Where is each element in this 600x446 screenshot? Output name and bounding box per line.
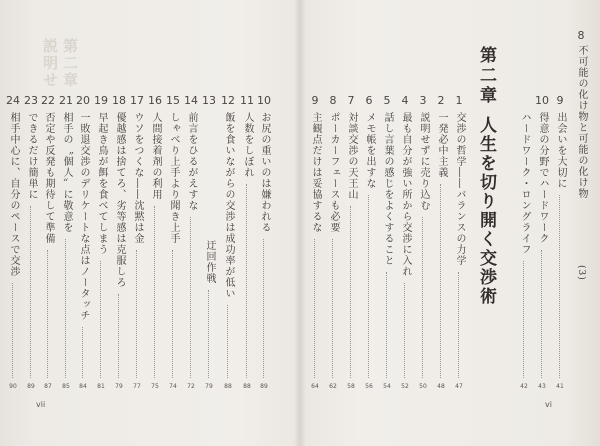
toc-entry-number: 15 bbox=[166, 94, 180, 107]
leader-dots bbox=[314, 239, 315, 378]
toc-entry-page: 90 bbox=[9, 383, 17, 390]
toc-entry bbox=[343, 0, 359, 446]
toc-entry-number: 12 bbox=[221, 94, 235, 107]
toc-entry-title: ウソをつくな――沈黙は金 bbox=[132, 112, 143, 244]
toc-entry-number: 24 bbox=[6, 94, 20, 107]
toc-entry-page: 56 bbox=[365, 383, 373, 390]
leader-dots bbox=[458, 272, 459, 378]
leader-dots bbox=[190, 217, 191, 378]
leader-dots bbox=[47, 250, 48, 378]
toc-entry bbox=[58, 0, 74, 446]
toc-entry-page: 62 bbox=[329, 383, 337, 390]
toc-entry-page: 79 bbox=[205, 383, 213, 390]
right-folio: vi bbox=[545, 400, 552, 409]
toc-entry-title: できるだけ簡単に bbox=[26, 112, 37, 200]
toc-entry bbox=[220, 0, 236, 446]
toc-entry-page: 72 bbox=[187, 383, 195, 390]
leader-dots bbox=[100, 261, 101, 378]
toc-entry bbox=[201, 0, 217, 446]
toc-entry-page: 87 bbox=[44, 383, 52, 390]
toc-entry-number: 8 bbox=[329, 94, 337, 107]
toc-entry-number: 1 bbox=[455, 94, 463, 107]
toc-entry-number: 9 bbox=[556, 94, 564, 107]
toc-entry bbox=[451, 0, 467, 446]
toc-entry bbox=[573, 0, 589, 446]
toc-entry bbox=[552, 0, 568, 446]
toc-entry-page: 54 bbox=[383, 383, 391, 390]
leader-dots bbox=[422, 217, 423, 378]
leader-dots bbox=[30, 206, 31, 378]
toc-entry-title: 一発必中主義 bbox=[436, 112, 447, 178]
leader-dots bbox=[440, 184, 441, 378]
leader-dots bbox=[404, 283, 405, 378]
toc-entry bbox=[165, 0, 181, 446]
toc-entry bbox=[433, 0, 449, 446]
toc-entry bbox=[534, 0, 550, 446]
leader-dots bbox=[541, 250, 542, 378]
toc-entry-page: 64 bbox=[311, 383, 319, 390]
toc-entry-page: 52 bbox=[401, 383, 409, 390]
toc-entry-number: 19 bbox=[94, 94, 108, 107]
toc-entry-number: 4 bbox=[401, 94, 409, 107]
leader-dots bbox=[12, 283, 13, 378]
toc-entry-page: 74 bbox=[169, 383, 177, 390]
leader-dots bbox=[154, 206, 155, 378]
toc-entry-number: 10 bbox=[257, 94, 271, 107]
toc-entry bbox=[129, 0, 145, 446]
toc-entry bbox=[5, 0, 21, 446]
toc-entry-title: 人数をしぼれ bbox=[242, 112, 253, 178]
toc-entry-title: 得意の分野でハードワーク bbox=[537, 112, 548, 244]
toc-entry bbox=[40, 0, 56, 446]
toc-entry-number: 8 bbox=[577, 29, 585, 42]
toc-entry-number: 18 bbox=[112, 94, 126, 107]
toc-entry-title: 否定や反発も期待して準備 bbox=[43, 112, 54, 244]
toc-entry bbox=[23, 0, 39, 446]
leader-dots bbox=[208, 290, 209, 378]
leader-dots bbox=[227, 305, 228, 378]
leader-dots bbox=[65, 239, 66, 378]
toc-entry-title: 優越感は捨てろ、劣等感は克服しろ bbox=[114, 112, 125, 288]
leader-dots bbox=[559, 195, 560, 378]
toc-entry-page: 79 bbox=[115, 383, 123, 390]
leader-dots bbox=[332, 239, 333, 378]
toc-entry-page: 50 bbox=[419, 383, 427, 390]
toc-entry-page: 43 bbox=[538, 383, 546, 390]
toc-entry-page: 77 bbox=[133, 383, 141, 390]
toc-entry bbox=[379, 0, 395, 446]
toc-entry-title: 最も自分が強い所から交渉に入れ bbox=[400, 112, 411, 277]
toc-entry-title: 交渉の哲学――バランスの力学 bbox=[454, 112, 465, 266]
toc-entry-title: 迂回作戦 bbox=[204, 240, 215, 284]
toc-entry-title: お尻の重いのは嫌われる bbox=[259, 112, 270, 233]
toc-entry-title: ポーカーフェースも必要 bbox=[328, 112, 339, 233]
toc-entry-number: 22 bbox=[41, 94, 55, 107]
toc-entry-title: 相手中心に、自分のペースで交渉 bbox=[8, 112, 19, 277]
leader-dots bbox=[368, 195, 369, 378]
toc-entry-page: 75 bbox=[151, 383, 159, 390]
bleed-through-text: 説明せ bbox=[41, 38, 59, 89]
leader-dots bbox=[523, 261, 524, 378]
toc-entry-number: 23 bbox=[24, 94, 38, 107]
toc-entry-page: 85 bbox=[62, 383, 70, 390]
toc-entry-page: 88 bbox=[224, 383, 232, 390]
toc-entry-number: 3 bbox=[419, 94, 427, 107]
toc-entry-title: 対談交渉の天王山 bbox=[346, 112, 357, 200]
toc-entry bbox=[307, 0, 323, 446]
toc-entry-title: 早起き鳥が餌を食べてしまう bbox=[96, 112, 107, 255]
leader-dots bbox=[386, 272, 387, 378]
toc-entry-page: 42 bbox=[520, 383, 528, 390]
toc-entry-title: 不可能の化け物と可能の化け物 bbox=[576, 45, 587, 199]
toc-entry-title: 相手の〝個人〟に敬意を bbox=[61, 112, 72, 233]
leader-dots bbox=[118, 294, 119, 378]
leader-dots bbox=[350, 206, 351, 378]
toc-entry-number: 17 bbox=[130, 94, 144, 107]
toc-entry-number: 7 bbox=[347, 94, 355, 107]
toc-entry-title: しゃべり上手より聞き上手 bbox=[168, 112, 179, 244]
toc-entry bbox=[93, 0, 109, 446]
toc-entry bbox=[147, 0, 163, 446]
left-folio: vii bbox=[36, 400, 46, 409]
toc-entry-page: 88 bbox=[243, 383, 251, 390]
toc-entry-title: 前言をひるがえすな bbox=[186, 112, 197, 211]
toc-entry-page: 47 bbox=[455, 383, 463, 390]
toc-entry-title: 一敗退交渉のデリケートな点はノータッチ bbox=[78, 112, 89, 321]
toc-entry-title: 主観点だけは妥協するな bbox=[310, 112, 321, 233]
toc-entry bbox=[239, 0, 255, 446]
toc-entry-title: 飯を食いながらの交渉は成功率が低い bbox=[223, 112, 234, 299]
toc-entry-page: 41 bbox=[556, 383, 564, 390]
toc-entry-number: 16 bbox=[148, 94, 162, 107]
toc-entry-page: 81 bbox=[97, 383, 105, 390]
toc-entry-number: 14 bbox=[184, 94, 198, 107]
leader-dots bbox=[246, 184, 247, 378]
toc-entry bbox=[415, 0, 431, 446]
toc-entry-number: 10 bbox=[535, 94, 549, 107]
toc-entry bbox=[256, 0, 272, 446]
toc-entry-number: 11 bbox=[240, 94, 254, 107]
leader-dots bbox=[172, 250, 173, 378]
toc-entry-title: ハードワーク・ロングライフ bbox=[519, 112, 530, 255]
toc-entry bbox=[183, 0, 199, 446]
toc-entry-title: 話し言葉の感じをよくすること bbox=[382, 112, 393, 266]
toc-entry-number: 13 bbox=[202, 94, 216, 107]
toc-entry-page: 48 bbox=[437, 383, 445, 390]
toc-entry-number: 6 bbox=[365, 94, 373, 107]
toc-entry bbox=[397, 0, 413, 446]
toc-entry bbox=[75, 0, 91, 446]
chapter-label: 第二章 bbox=[476, 46, 496, 106]
toc-entry-title: メモ帳を出すな bbox=[364, 112, 375, 189]
bleed-through-text: 第二章 bbox=[61, 38, 79, 89]
toc-entry bbox=[361, 0, 377, 446]
toc-entry-page: 58 bbox=[347, 383, 355, 390]
toc-entry-number: 21 bbox=[59, 94, 73, 107]
toc-entry-page: 84 bbox=[79, 383, 87, 390]
toc-entry bbox=[516, 0, 532, 446]
toc-entry-title: 人間接着剤の利用 bbox=[150, 112, 161, 200]
chapter-title: 人生を切り開く交渉術 bbox=[476, 116, 496, 306]
toc-entry-page: 89 bbox=[260, 383, 268, 390]
leader-dots bbox=[263, 239, 264, 378]
leader-dots bbox=[82, 327, 83, 378]
toc-entry-number: 5 bbox=[383, 94, 391, 107]
toc-entry-number: 2 bbox=[437, 94, 445, 107]
toc-entry-number: 9 bbox=[311, 94, 319, 107]
toc-entry-page: 89 bbox=[27, 383, 35, 390]
leader-dots bbox=[136, 250, 137, 378]
toc-entry bbox=[325, 0, 341, 446]
toc-entry-number: 20 bbox=[76, 94, 90, 107]
toc-entry bbox=[111, 0, 127, 446]
toc-entry-subtitle: (3) bbox=[576, 265, 586, 281]
toc-entry-title: 出会いを大切に bbox=[555, 112, 566, 189]
toc-entry-title: 説明せずに売り込む bbox=[418, 112, 429, 211]
